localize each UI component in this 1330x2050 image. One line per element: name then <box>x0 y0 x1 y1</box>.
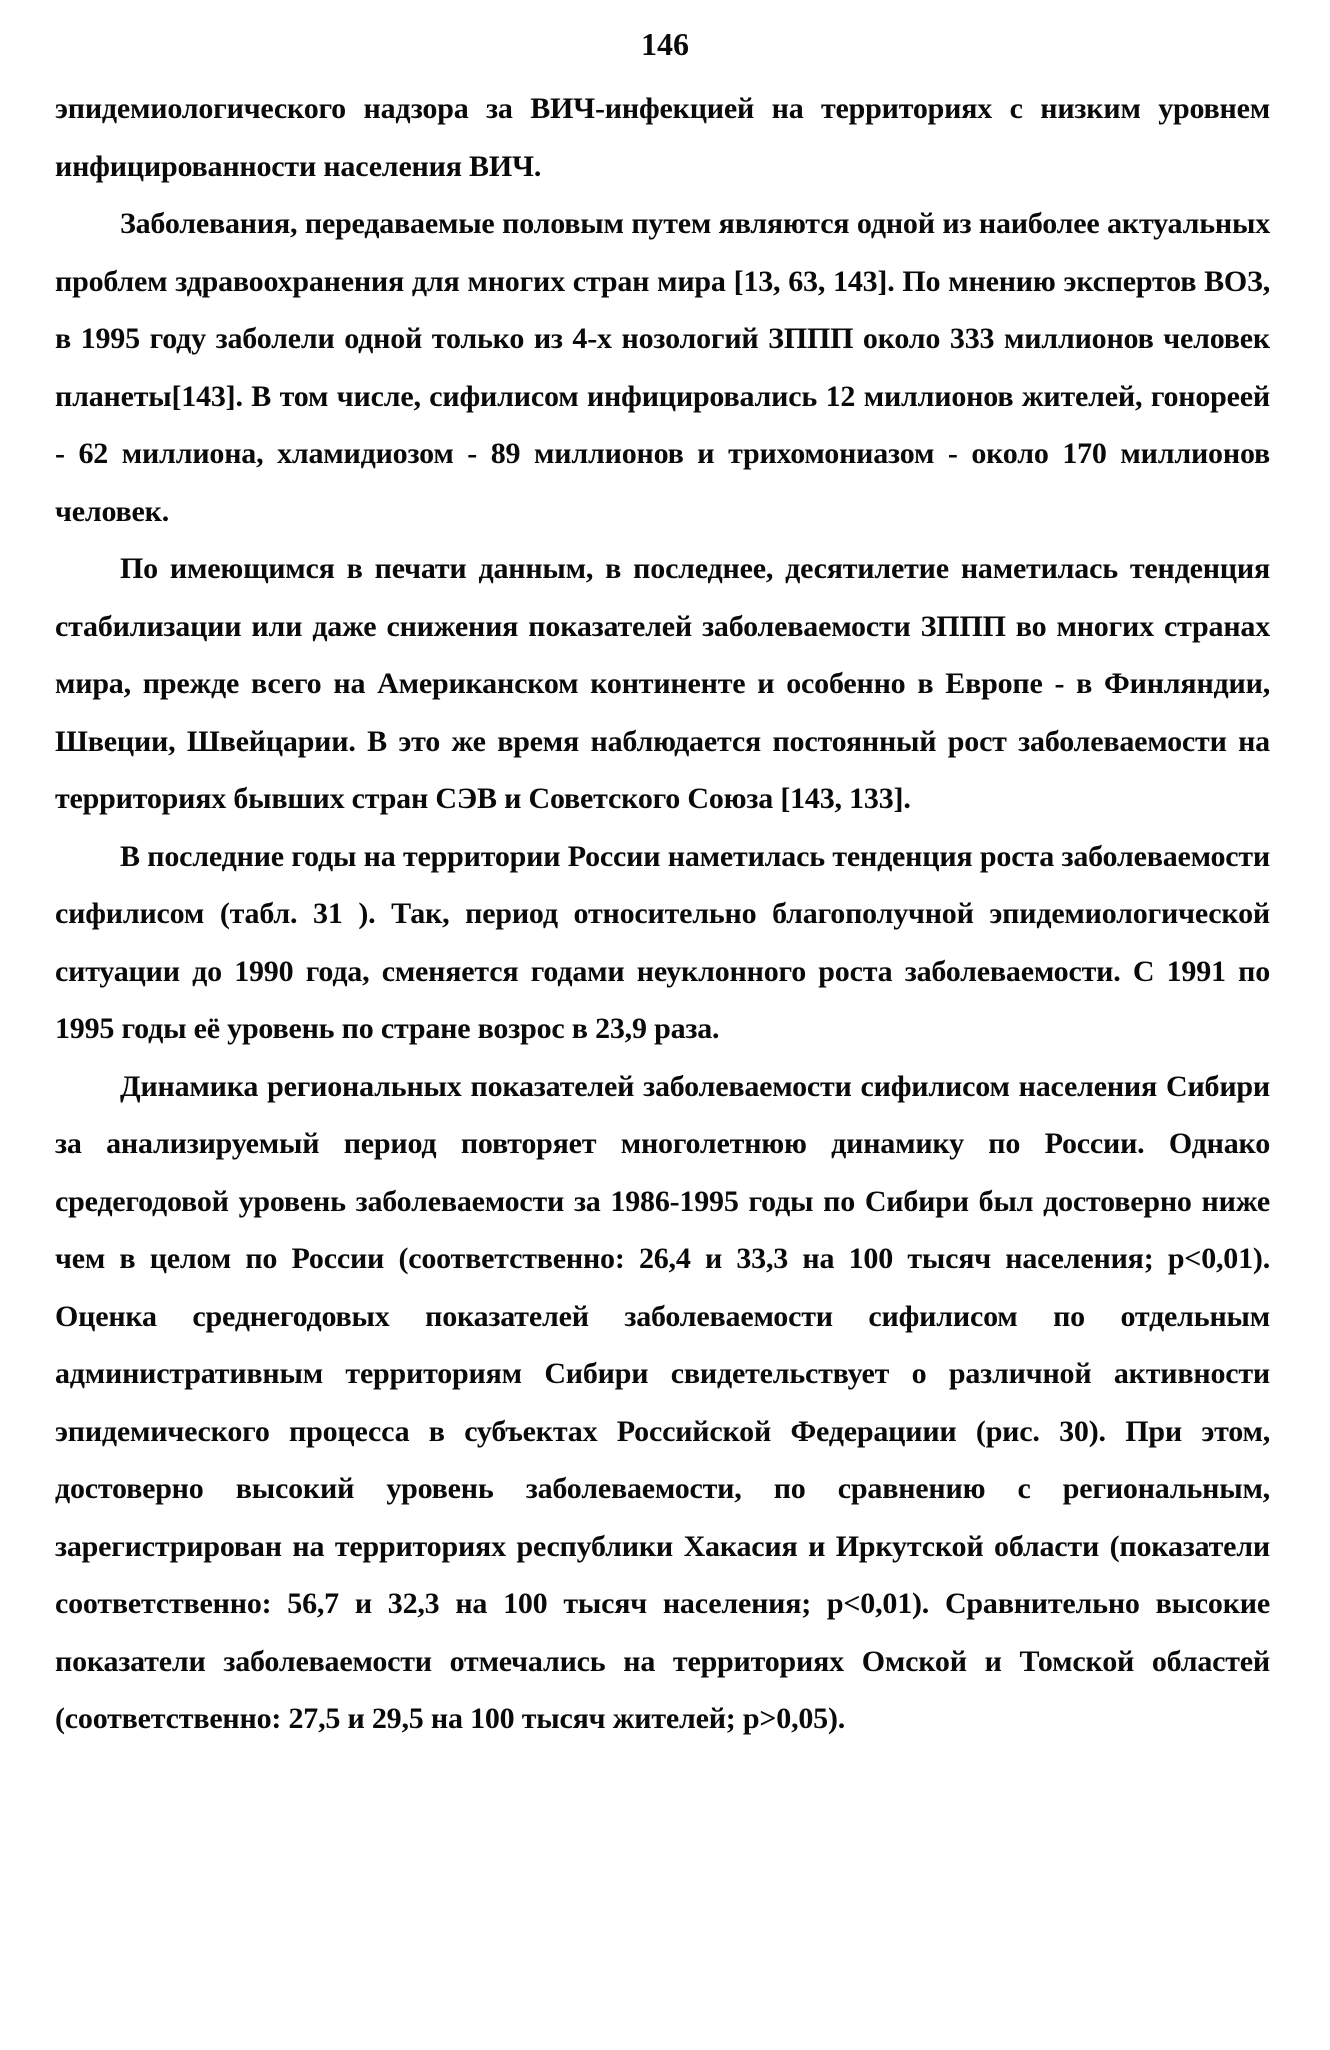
paragraph-stabilization-trend: По имеющимся в печати данным, в последнее, десятилетие наметилась тенденция стабилизации или даже снижения показателей заболеваемости ЗППП во многих странах мира, прежде всего на Американском континенте и особенно в Европе - в Финляндии, Швеции, Швейцарии. В это же время наблюдается постоянный рост заболеваемости на территориях бывших стран СЭВ и Советского Союза [143, 133]. <box>55 552 1270 815</box>
paragraph-russia-trend: В последние годы на территории России наметилась тенденция роста заболеваемости сифилисом (табл. 31 ). Так, период относительно благополучной эпидемиологической ситуации до 1990 года, сменяется годами неуклонного роста заболеваемости. С 1991 по 1995 годы её уровень по стране возрос в 23,9 раза. <box>55 839 1270 1045</box>
body-text <box>55 80 1270 1748</box>
paragraph-stds-problem: Заболевания, передаваемые половым путем являются одной из наиболее актуальных проблем здравоохранения для многих стран мира [13, 63, 143]. По мнению экспертов ВОЗ, в 1995 году заболели одной только из 4-х нозологий ЗППП около 333 миллионов человек планеты[143]. В том числе, сифилисом инфицировались 12 миллионов жителей, гонореей - 62 миллиона, хламидиозом - 89 миллионов и трихомониазом - около 170 миллионов человек. <box>55 207 1270 528</box>
page-number: 146 <box>641 26 689 62</box>
paragraph-continuation: эпидемиологического надзора за ВИЧ-инфекцией на территориях с низким уровнем инфицированности населения ВИЧ. <box>55 92 1270 183</box>
paragraph-siberia-dynamics: Динамика региональных показателей заболеваемости сифилисом населения Сибири за анализируемый период повторяет многолетнюю динамику по России. Однако средегодовой уровень заболеваемости за 1986-1995 годы по Сибири был достоверно ниже чем в целом по России (соответственно: 26,4 и 33,3 на 100 тысяч населения; p<0,01). Оценка среднегодовых показателей заболеваемости сифилисом по отдельным административным территориям Сибири свидетельствует о различной активности эпидемического процесса в субъектах Российской Федерациии (рис. 30). При этом, достоверно высокий уровень заболеваемости, по сравнению с региональным, зарегистрирован на территориях республики Хакасия и Иркутской области (показатели соответственно: 56,7 и 32,3 на 100 тысяч населения; p<0,01). Сравнительно высокие показатели заболеваемости отмечались на территориях Омской и Томской областей (соответственно: 27,5 и 29,5 на 100 тысяч жителей; p>0,05). <box>55 1069 1270 1735</box>
